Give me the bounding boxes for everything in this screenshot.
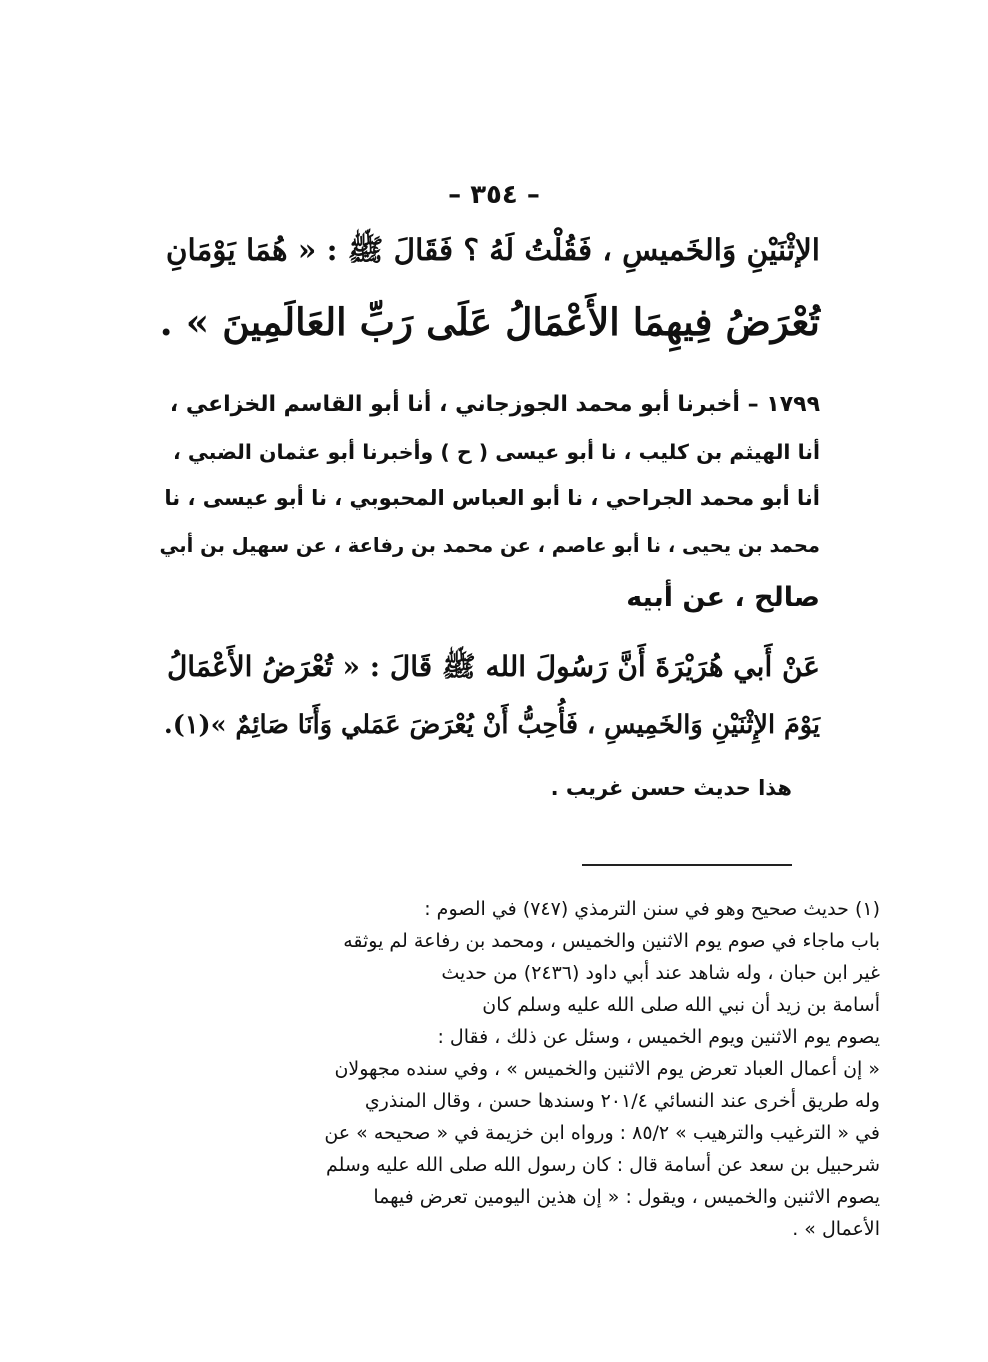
- hadith-2-line-2: يَوْمَ الإِثْنَيْنِ وَالخَمِيسِ ، فَأُحِبُّ أَنْ يُعْرَضَ عَمَلي وَأَنَا صَائِمٌ »(١).: [163, 710, 820, 740]
- isnad-line-1: ١٧٩٩ – أخبرنا أبو محمد الجوزجاني ، أنا أبو القاسم الخزاعي ،: [169, 392, 820, 417]
- footnote-line-11: الأعمال » .: [792, 1218, 880, 1240]
- footnote-line-5: يصوم يوم الاثنين ويوم الخميس ، وسئل عن ذلك ، فقال :: [437, 1026, 880, 1048]
- isnad-line-5: صالح ، عن أبيه: [626, 582, 820, 613]
- footnote-line-2: باب ماجاء في صوم يوم الاثنين والخميس ، ومحمد بن رفاعة لم يوثقه: [343, 930, 880, 952]
- footnote-line-7: وله طريق أخرى عند النسائي ٢٠١/٤ وسندها حسن ، وقال المنذري: [364, 1090, 880, 1112]
- footnote-separator: [582, 864, 792, 866]
- hadith-1-line-1: الإثْنَيْنِ وَالخَميسِ ، فَقُلْتُ لَهُ ؟ فَقَالَ ﷺ : « هُمَا يَوْمَانِ: [165, 232, 820, 267]
- isnad-line-2: أنا الهيثم بن كليب ، نا أبو عيسى ( ح ) وأخبرنا أبو عثمان الضبي ،: [172, 440, 820, 464]
- footnote-line-3: غير ابن حبان ، وله شاهد عند أبي داود (٢٤٣٦) من حديث: [441, 962, 880, 984]
- footnote-line-1: (١) حديث صحيح وهو في سنن الترمذي (٧٤٧) في الصوم :: [424, 898, 880, 920]
- hadith-grading: هذا حديث حسن غريب .: [550, 776, 792, 800]
- footnote-line-4: أسامة بن زيد أن نبي الله صلى الله عليه وسلم كان: [482, 994, 880, 1016]
- footnote-line-9: شرحبيل بن سعد عن أسامة قال : كان رسول الله صلى الله عليه وسلم: [326, 1154, 880, 1176]
- page-number: – ٣٥٤ –: [448, 180, 540, 210]
- hadith-1-line-2: تُعْرَضُ فِيهِمَا الأَعْمَالُ عَلَى رَبِّ العَالَمِينَ » .: [159, 300, 820, 344]
- hadith-2-line-1: عَنْ أَبي هُرَيْرَةَ أَنَّ رَسُولَ الله ﷺ قَالَ : « تُعْرَضُ الأَعْمَالُ: [166, 650, 820, 683]
- footnote-line-8: في « الترغيب والترهيب » ٨٥/٢ : ورواه ابن خزيمة في « صحيحه » عن: [324, 1122, 880, 1144]
- isnad-line-4: محمد بن يحيى ، نا أبو عاصم ، عن محمد بن رفاعة ، عن سهيل بن أبي: [159, 534, 820, 557]
- footnote-line-10: يصوم الاثنين والخميس ، ويقول : « إن هذين اليومين تعرض فيهما: [373, 1186, 880, 1208]
- isnad-line-3: أنا أبو محمد الجراحي ، نا أبو العباس المحبوبي ، نا أبو عيسى ، نا: [164, 486, 820, 510]
- footnote-line-6: « إن أعمال العباد تعرض يوم الاثنين والخميس » ، وفي سنده مجهولان: [334, 1058, 880, 1080]
